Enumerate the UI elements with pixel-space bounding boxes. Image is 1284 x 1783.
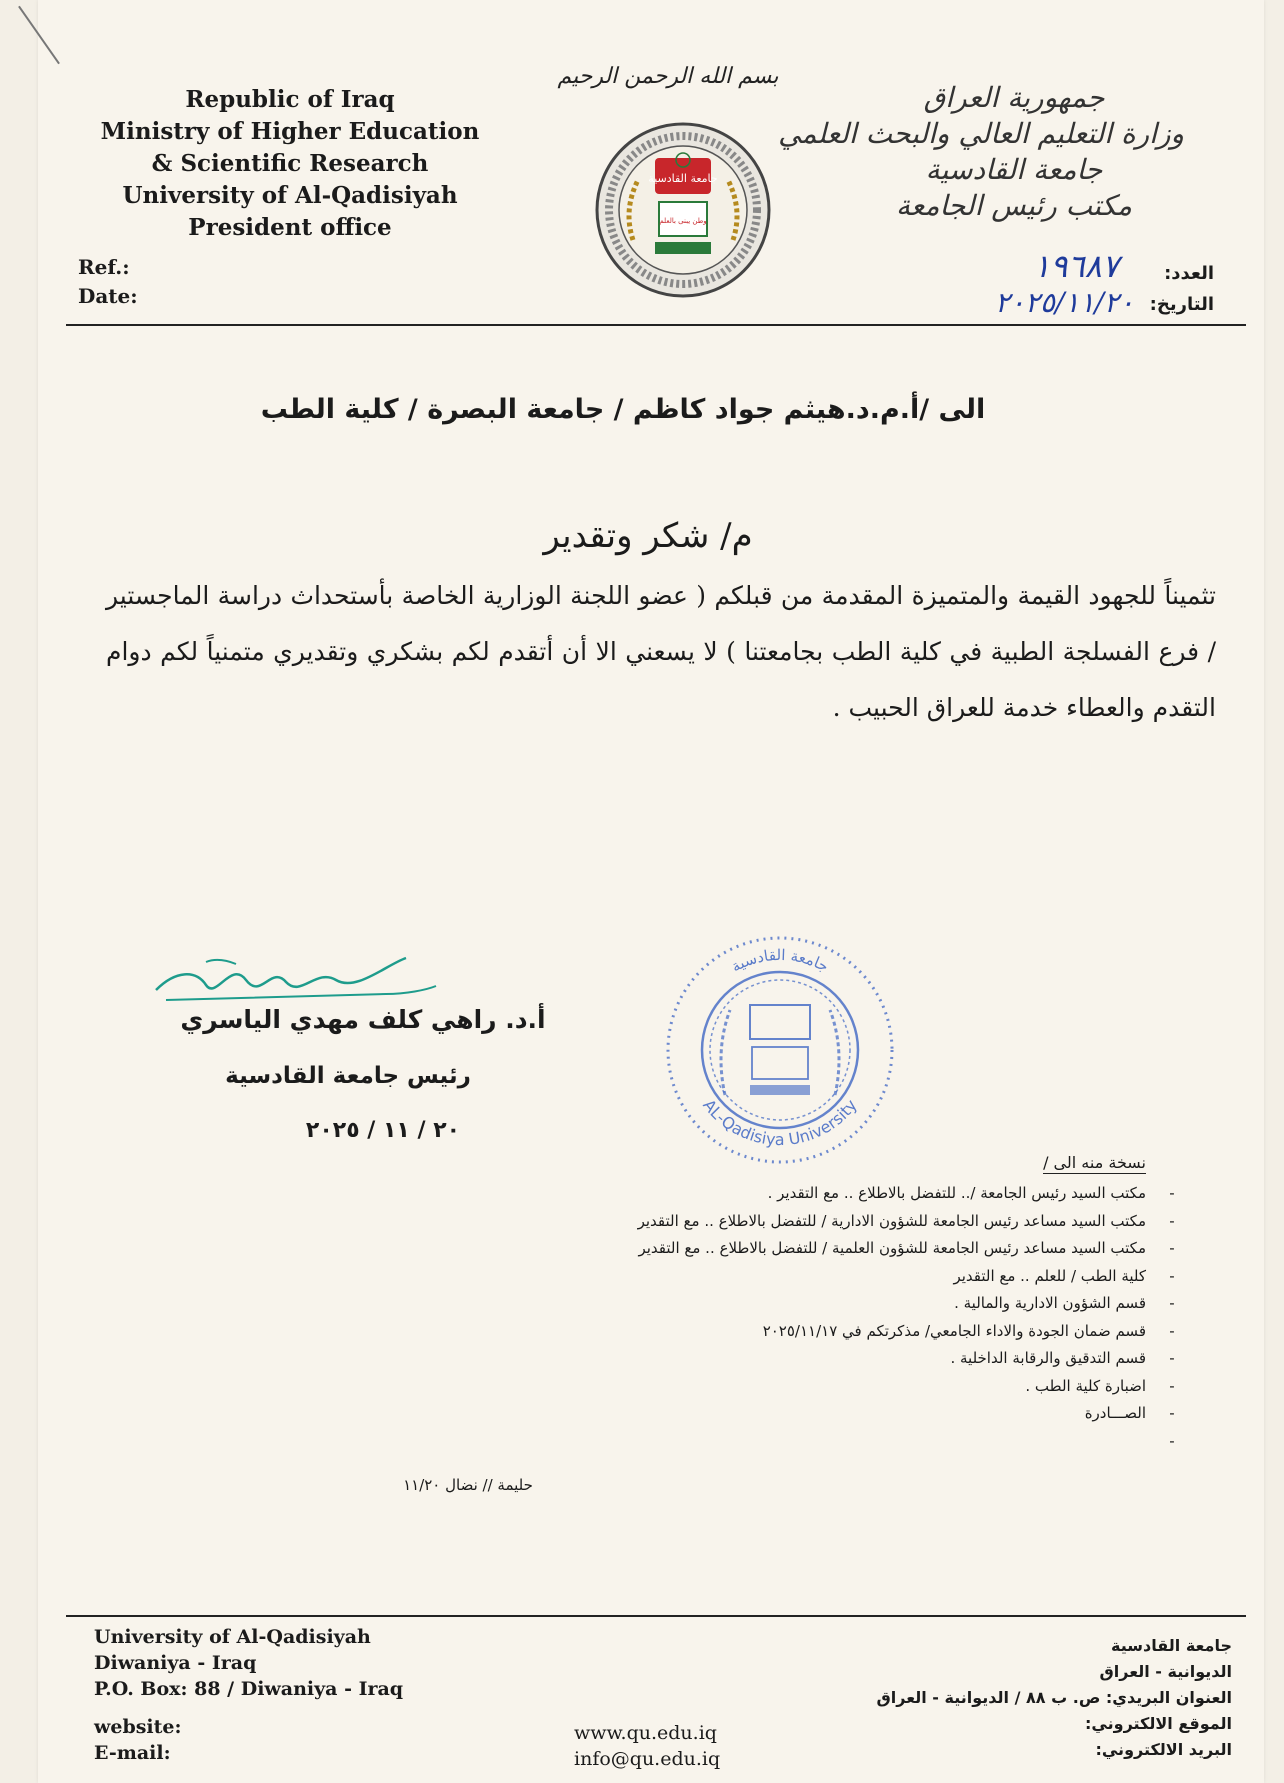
- date-label: Date:: [78, 284, 138, 308]
- list-item: - كلية الطب / للعلم .. مع التقدير: [953, 1266, 1175, 1285]
- footer-ar-email-label: البريد الالكتروني:: [1095, 1740, 1232, 1759]
- en-ministry: Ministry of Higher Education: [100, 118, 480, 145]
- footer-po-box: P.O. Box: 88 / Diwaniya - Iraq: [94, 1678, 404, 1700]
- en-ministry-2: & Scientific Research: [151, 150, 429, 177]
- list-item: - اضبارة كلية الطب .: [1025, 1376, 1175, 1395]
- list-item: - مكتب السيد رئيس الجامعة /.. للتفضل بالاطلاع .. مع التقدير .: [767, 1184, 1175, 1202]
- ar-ministry: وزارة التعليم العالي والبحث العلمي: [778, 117, 1184, 150]
- footer-email-label: E-mail:: [94, 1742, 171, 1764]
- letter-page: [38, 0, 1264, 1783]
- list-item: - قسم الشؤون الادارية والمالية .: [954, 1294, 1175, 1312]
- signatory-title: رئيس جامعة القادسية: [225, 1063, 471, 1089]
- copies-title: نسخة منه الى /: [1043, 1153, 1146, 1172]
- list-item: -: [1169, 1431, 1175, 1450]
- stamp-arabic-text: جامعة القادسية: [728, 945, 832, 976]
- list-item: - قسم ضمان الجودة والاداء الجامعي/ مذكرتكم في ٢٠٢٥/١١/١٧: [762, 1321, 1175, 1340]
- letter-body: تثميناً للجهود القيمة والمتميزة المقدمة من قبلكم ( عضو اللجنة الوزارية الخاصة بأستحداث دراسة الماجستير / فرع الفسلجة الطبية في كلية الطب بجامعتنا ) لا يسعني الا أن أتقدم لكم بشكري وتقديري متمنياً لكم دوام التقدم والعطاء خدمة للعراق الحبيب .: [106, 581, 1216, 722]
- university-seal: [593, 120, 773, 300]
- seal-book-text: وطن يبنى بالعلم: [659, 217, 707, 225]
- footer-city: Diwaniya - Iraq: [94, 1652, 257, 1674]
- footer-website-label: website:: [94, 1716, 182, 1738]
- footer-ar-city: الديوانية - العراق: [1099, 1662, 1232, 1681]
- footer-english: [94, 1624, 403, 1766]
- copies-list: [426, 1180, 1175, 1455]
- list-item: - الصـــادرة: [1084, 1404, 1175, 1422]
- ar-office: مكتب رئيس الجامعة: [895, 189, 1133, 222]
- footer-email[interactable]: info@qu.edu.iq: [574, 1748, 721, 1770]
- header-divider: [66, 324, 1246, 326]
- en-country: Republic of Iraq: [185, 86, 395, 113]
- footer-university: University of Al-Qadisiyah: [94, 1626, 371, 1648]
- en-university: University of Al-Qadisiyah: [122, 182, 458, 209]
- signatory-name: أ.د. راهي كلف مهدي الياسري: [180, 1005, 546, 1034]
- en-office: President office: [188, 214, 392, 241]
- english-letterhead: [80, 84, 500, 244]
- addressee: الى /أ.م.د.هيثم جواد كاظم / جامعة البصرة / كلية الطب: [260, 394, 986, 425]
- list-item: - مكتب السيد مساعد رئيس الجامعة للشؤون العلمية / للتفضل بالاطلاع .. مع التقدير: [638, 1239, 1175, 1257]
- footer-arabic: [876, 1633, 1232, 1763]
- list-item: - مكتب السيد مساعد رئيس الجامعة للشؤون الادارية / للتفضل بالاطلاع .. مع التقدير: [637, 1211, 1175, 1230]
- typist-initials: حليمة // نضال ١١/٢٠: [403, 1476, 533, 1494]
- subject: م/ شكر وتقدير: [543, 516, 753, 556]
- ar-university: جامعة القادسية: [925, 153, 1103, 186]
- footer-website[interactable]: www.qu.edu.iq: [574, 1722, 717, 1744]
- ref-label: Ref.:: [78, 255, 130, 279]
- date-value: ٢٠٢٥/١١/٢٠: [994, 286, 1134, 319]
- signature-date: ٢٠ / ١١ / ٢٠٢٥: [305, 1118, 461, 1143]
- official-stamp: [655, 925, 905, 1175]
- footer-ar-university: جامعة القادسية: [1111, 1636, 1232, 1655]
- arabic-letterhead: [778, 80, 1184, 224]
- date-label-ar: التاريخ:: [1149, 294, 1214, 315]
- footer-contacts: [574, 1720, 720, 1772]
- footer-ar-website-label: الموقع الالكتروني:: [1085, 1714, 1232, 1733]
- reference-number: ١٩٦٨٧: [1033, 247, 1119, 285]
- list-item: - قسم التدقيق والرقابة الداخلية .: [950, 1349, 1175, 1367]
- ar-country: جمهورية العراق: [923, 81, 1105, 114]
- footer-divider: [66, 1615, 1246, 1617]
- footer-ar-po-box: العنوان البريدي: ص. ب ٨٨ / الديوانية - العراق: [876, 1688, 1232, 1707]
- pen-mark: [18, 6, 60, 64]
- basmala: بسم الله الرحمن الرحيم: [557, 64, 779, 89]
- seal-name: جامعة القادسية: [648, 172, 718, 185]
- number-label-ar: العدد:: [1164, 263, 1214, 284]
- stamp-english-text: AL-Qadisiya University: [699, 1095, 861, 1150]
